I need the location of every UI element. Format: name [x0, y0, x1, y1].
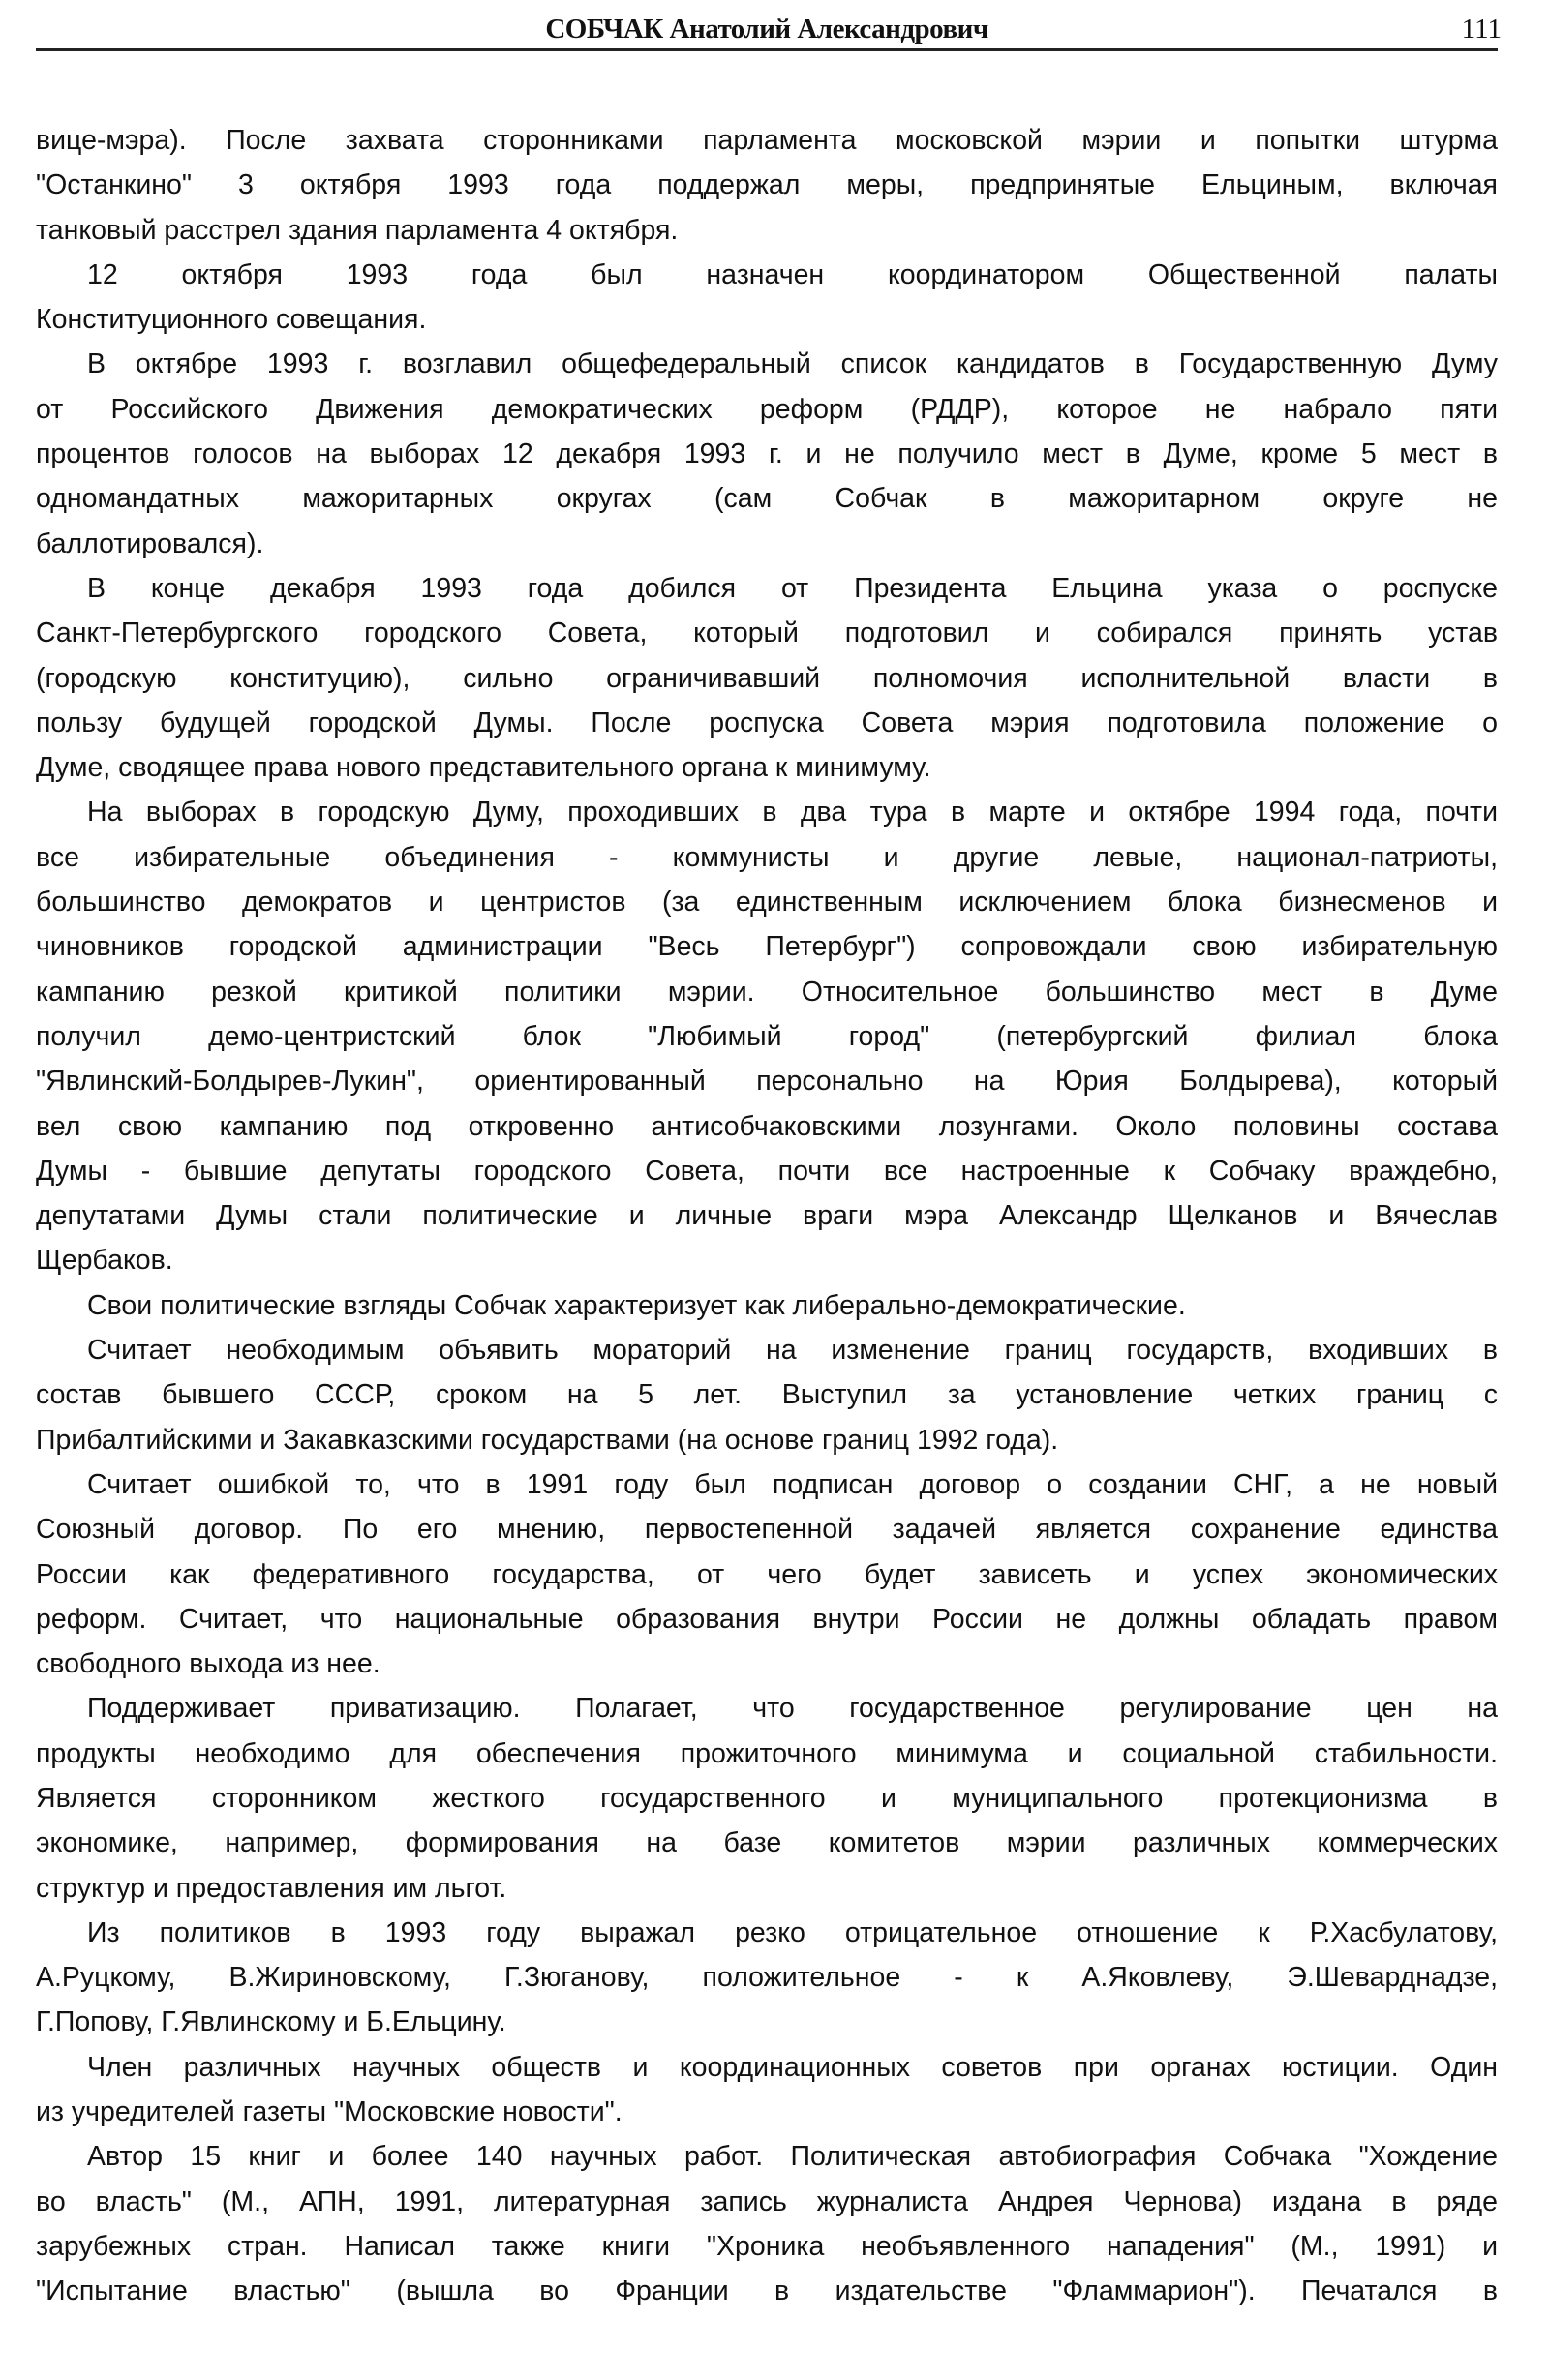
text-line: вел свою кампанию под откровенно антисобчаковскими лозунгами. Около половины состава: [36, 1110, 1498, 1142]
text-line: 12 октября 1993 года был назначен координатором Общественной палаты: [87, 258, 1498, 290]
body-text: [36, 118, 1498, 2314]
text-line: кампанию резкой критикой политики мэрии. Относительное большинство мест в Думе: [36, 976, 1498, 1008]
text-line: Член различных научных обществ и координационных советов при органах юстиции. Один: [87, 2051, 1498, 2083]
text-line: состав бывшего СССР, сроком на 5 лет. Выступил за установление четких границ с: [36, 1379, 1498, 1411]
text-line: Является сторонником жесткого государственного и муниципального протекционизма в: [36, 1782, 1498, 1814]
paragraph: [36, 1283, 1498, 1328]
paragraph: [36, 342, 1498, 565]
text-line: Санкт-Петербургского городского Совета, который подготовил и собирался принять устав: [36, 618, 1498, 649]
paragraph: [36, 1462, 1498, 1686]
paragraph: [36, 790, 1498, 1282]
text-line: свободного выхода из нее.: [36, 1648, 380, 1680]
text-line: А.Руцкому, В.Жириновскому, Г.Зюганову, положительное - к А.Яковлеву, Э.Шеварднадзе,: [36, 1962, 1498, 1994]
paragraph: [36, 253, 1498, 343]
text-line: одномандатных мажоритарных округах (сам Собчак в мажоритарном округе не: [36, 483, 1498, 515]
text-line: большинство демократов и центристов (за единственным исключением блока бизнесменов и: [36, 887, 1498, 919]
text-line: из учредителей газеты "Московские новости".: [36, 2096, 623, 2128]
paragraph: [36, 1911, 1498, 2045]
text-line: от Российского Движения демократических реформ (РДДР), которое не набрало пяти: [36, 393, 1498, 425]
text-line: все избирательные объединения - коммунисты и другие левые, национал-патриоты,: [36, 841, 1498, 873]
page-number: 111: [1461, 14, 1502, 45]
text-line: (городскую конституцию), сильно ограничивавший полномочия исполнительной власти в: [36, 662, 1498, 694]
text-line: На выборах в городскую Думу, проходивших в два тура в марте и октябре 1994 года, почти: [87, 797, 1498, 828]
paragraph: [36, 1328, 1498, 1462]
text-line: получил демо-центристский блок "Любимый город" (петербургский филиал блока: [36, 1020, 1498, 1052]
text-line: экономике, например, формирования на базе комитетов мэрии различных коммерческих: [36, 1827, 1498, 1859]
text-line: России как федеративного государства, от чего будет зависеть и успех экономических: [36, 1558, 1498, 1590]
text-line: реформ. Считает, что национальные образования внутри России не должны обладать правом: [36, 1603, 1498, 1635]
text-line: вице-мэра). После захвата сторонниками парламента московской мэрии и попытки штурма: [36, 125, 1498, 156]
text-line: танковый расстрел здания парламента 4 октября.: [36, 214, 679, 246]
text-line: "Явлинский-Болдырев-Лукин", ориентированный персонально на Юрия Болдырева), который: [36, 1066, 1498, 1098]
text-line: Считает необходимым объявить мораторий на изменение границ государств, входивших в: [87, 1335, 1498, 1367]
text-line: Щербаков.: [36, 1245, 173, 1277]
text-line: Считает ошибкой то, что в 1991 году был подписан договор о создании СНГ, а не новый: [87, 1468, 1498, 1500]
text-line: Думе, сводящее права нового представительного органа к минимуму.: [36, 752, 931, 784]
text-line: Г.Попову, Г.Явлинскому и Б.Ельцину.: [36, 2006, 506, 2038]
text-line: пользу будущей городской Думы. После роспуска Совета мэрия подготовила положение о: [36, 707, 1498, 738]
text-line: зарубежных стран. Написал также книги "Хроника необъявленного нападения" (М., 1991) и: [36, 2230, 1498, 2262]
text-line: В октябре 1993 г. возглавил общефедеральный список кандидатов в Государственную Думу: [87, 348, 1498, 380]
text-line: продукты необходимо для обеспечения прожиточного минимума и социальной стабильности.: [36, 1737, 1498, 1769]
paragraph: [36, 2134, 1498, 2313]
text-line: Поддерживает приватизацию. Полагает, что государственное регулирование цен на: [87, 1693, 1498, 1725]
text-line: Свои политические взгляды Собчак характеризует как либерально-демократические.: [87, 1289, 1186, 1321]
text-line: во власть" (М., АПН, 1991, литературная запись журналиста Андрея Чернова) издана в ряде: [36, 2185, 1498, 2217]
paragraph: [36, 566, 1498, 790]
text-line: Из политиков в 1993 году выражал резко отрицательное отношение к Р.Хасбулатову,: [87, 1916, 1498, 1948]
text-line: "Испытание властью" (вышла во Франции в издательстве "Фламмарион"). Печатался в: [36, 2275, 1498, 2307]
text-line: В конце декабря 1993 года добился от Президента Ельцина указа о роспуске: [87, 572, 1498, 604]
text-line: Союзный договор. По его мнению, первостепенной задачей является сохранение единства: [36, 1514, 1498, 1546]
text-line: Автор 15 книг и более 140 научных работ. Политическая автобиография Собчака "Хождение: [87, 2141, 1498, 2173]
header-title: СОБЧАК Анатолий Александрович: [545, 14, 988, 45]
text-line: структур и предоставления им льгот.: [36, 1872, 507, 1904]
text-line: Думы - бывшие депутаты городского Совета, почти все настроенные к Собчаку враждебно,: [36, 1155, 1498, 1187]
text-line: "Останкино" 3 октября 1993 года поддержал меры, предпринятые Ельциным, включая: [36, 169, 1498, 201]
paragraph: [36, 1686, 1498, 1910]
running-header: [36, 8, 1502, 50]
paragraph: [36, 2045, 1498, 2135]
text-line: Прибалтийскими и Закавказскими государствами (на основе границ 1992 года).: [36, 1424, 1059, 1456]
text-line: депутатами Думы стали политические и личные враги мэра Александр Щелканов и Вячеслав: [36, 1200, 1498, 1232]
text-line: процентов голосов на выборах 12 декабря 1993 г. и не получило мест в Думе, кроме 5 мест в: [36, 438, 1498, 470]
text-line: баллотировался).: [36, 527, 264, 559]
text-line: чиновников городской администрации "Весь Петербург") сопровождали свою избирательную: [36, 931, 1498, 963]
text-line: Конституционного совещания.: [36, 304, 427, 336]
header-divider: [36, 48, 1498, 51]
paragraph: [36, 118, 1498, 253]
